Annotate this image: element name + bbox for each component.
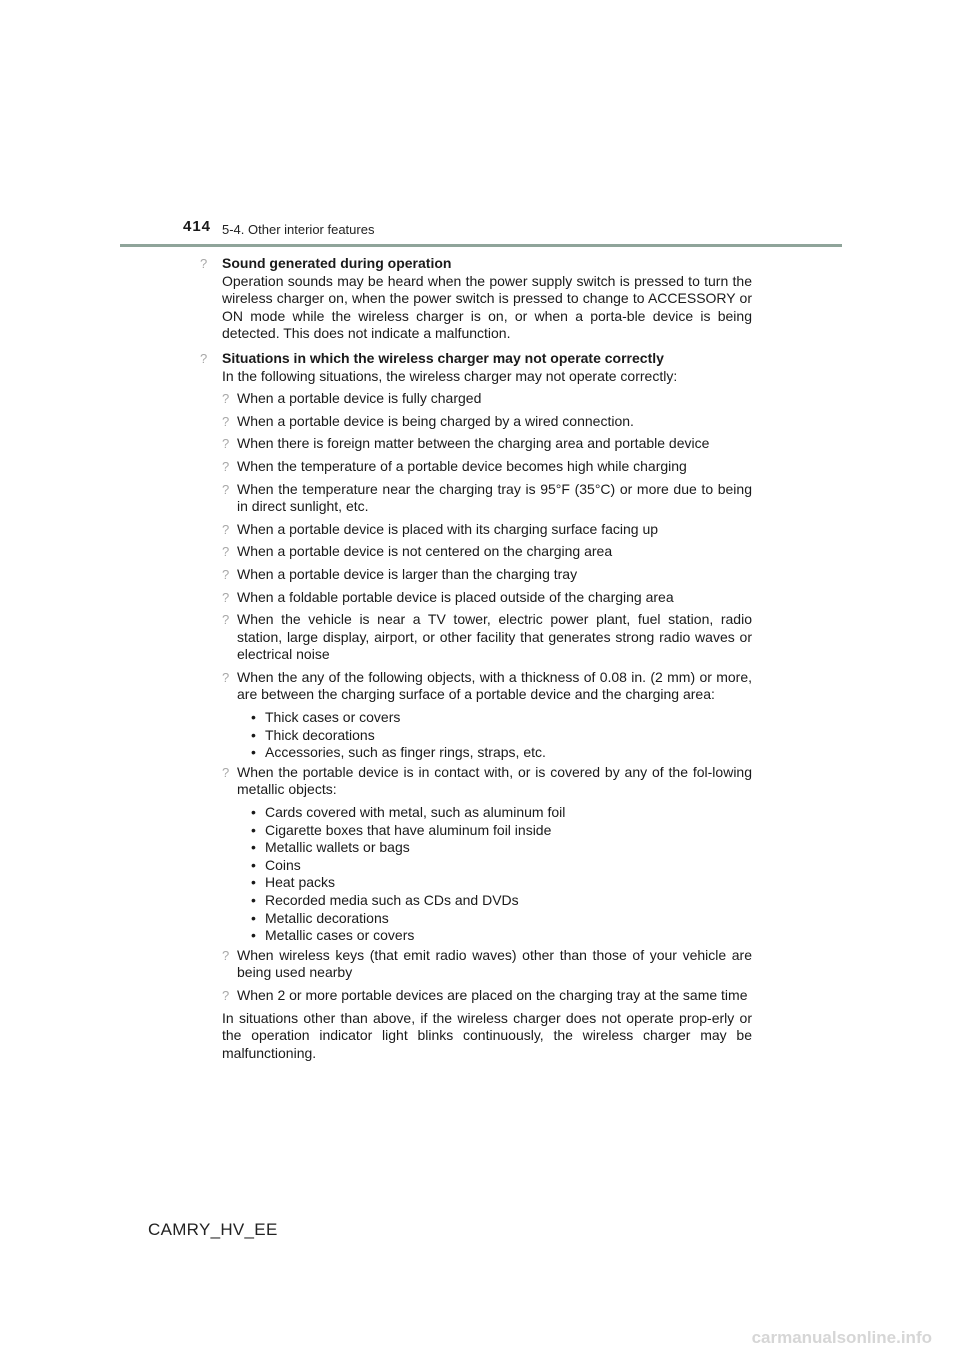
list-item-text: When a portable device is not centered on the charging area bbox=[237, 543, 613, 560]
thickness-bullet-list bbox=[251, 709, 752, 762]
list-item-text: When a portable device is fully charged bbox=[237, 390, 482, 407]
list-item bbox=[222, 458, 752, 476]
bullet-text: Coins bbox=[265, 856, 301, 873]
question-mark-icon: ? bbox=[200, 350, 208, 366]
list-item bbox=[222, 413, 752, 431]
header-divider bbox=[120, 244, 842, 247]
list-item bbox=[222, 764, 752, 799]
bullet-icon: • bbox=[251, 874, 256, 891]
list-item-text: When wireless keys (that emit radio waves) other than those of your vehicle are being used nearby bbox=[237, 946, 752, 981]
list-item bbox=[222, 987, 752, 1005]
question-mark-icon: ? bbox=[222, 987, 230, 1003]
question-mark-icon: ? bbox=[222, 566, 230, 582]
question-mark-icon: ? bbox=[222, 764, 230, 780]
list-item bbox=[222, 521, 752, 539]
list-item-text: When the portable device is in contact with, or is covered by any of the fol-lowing metallic objects: bbox=[237, 763, 752, 798]
bullet-icon: • bbox=[251, 927, 256, 944]
list-item-text: When 2 or more portable devices are placed on the charging tray at the same time bbox=[237, 986, 748, 1003]
bullet-item bbox=[251, 927, 752, 945]
question-mark-icon: ? bbox=[222, 436, 230, 452]
bullet-text: Thick decorations bbox=[265, 726, 375, 743]
metallic-bullet-list bbox=[251, 804, 752, 945]
bullet-icon: • bbox=[251, 804, 256, 821]
question-mark-icon: ? bbox=[222, 589, 230, 605]
list-item-text: When the temperature near the charging tray is 95°F (35°C) or more due to being in direct sunlight, etc. bbox=[237, 480, 752, 515]
sound-section bbox=[200, 255, 752, 343]
list-item-text: When the temperature of a portable device becomes high while charging bbox=[237, 457, 687, 474]
paragraph: In the following situations, the wireless charger may not operate correctly: bbox=[222, 367, 678, 384]
list-item-text: When there is foreign matter between the charging area and portable device bbox=[237, 435, 710, 452]
question-mark-icon: ? bbox=[222, 612, 230, 628]
bullet-text: Thick cases or covers bbox=[265, 709, 401, 726]
model-code: CAMRY_HV_EE bbox=[148, 1220, 278, 1239]
list-item-text: When the vehicle is near a TV tower, electric power plant, fuel station, radio station, large display, airport, or other facility that generates strong radio waves or electrical noise bbox=[237, 611, 752, 663]
question-mark-icon: ? bbox=[222, 391, 230, 407]
situations-section bbox=[200, 350, 752, 1062]
list-item bbox=[222, 543, 752, 561]
question-mark-icon: ? bbox=[222, 521, 230, 537]
question-mark-icon: ? bbox=[222, 947, 230, 963]
list-item bbox=[222, 589, 752, 607]
section-heading bbox=[200, 350, 752, 368]
bullet-icon: • bbox=[251, 856, 256, 873]
bullet-text: Heat packs bbox=[265, 874, 336, 891]
bullet-item bbox=[251, 709, 752, 727]
bullet-item bbox=[251, 822, 752, 840]
bullet-icon: • bbox=[251, 726, 256, 743]
bullet-item bbox=[251, 910, 752, 928]
bullet-item bbox=[251, 839, 752, 857]
list-item-text: When a portable device is larger than the charging tray bbox=[237, 565, 578, 582]
list-item bbox=[222, 947, 752, 982]
bullet-icon: • bbox=[251, 709, 256, 726]
section-title: 5-4. Other interior features bbox=[222, 222, 375, 237]
bullet-item bbox=[251, 804, 752, 822]
section-heading bbox=[200, 255, 752, 273]
list-item-text: When a foldable portable device is placed outside of the charging area bbox=[237, 588, 674, 605]
closing-paragraph: In situations other than above, if the wireless charger does not operate prop-erly or the operation indicator light blinks continuously, the wireless charger may be malfunctioning. bbox=[222, 1009, 752, 1061]
bullet-text: Metallic cases or covers bbox=[265, 927, 415, 944]
question-mark-icon: ? bbox=[222, 458, 230, 474]
list-item bbox=[222, 669, 752, 704]
bullet-text: Metallic wallets or bags bbox=[265, 839, 410, 856]
bullet-icon: • bbox=[251, 744, 256, 761]
bullet-icon: • bbox=[251, 821, 256, 838]
bullet-text: Metallic decorations bbox=[265, 909, 389, 926]
bullet-icon: • bbox=[251, 839, 256, 856]
page-content bbox=[200, 255, 752, 1069]
question-mark-icon: ? bbox=[222, 481, 230, 497]
list-item bbox=[222, 481, 752, 516]
heading-text: Sound generated during operation bbox=[222, 255, 452, 271]
heading-text: Situations in which the wireless charger may not operate correctly bbox=[222, 349, 664, 366]
bullet-item bbox=[251, 892, 752, 910]
page-number: 414 bbox=[183, 218, 212, 235]
paragraph: Operation sounds may be heard when the power supply switch is pressed to turn the wireless charger on, when the power switch is pressed to change to ACCESSORY or ON mode while the wireless charger is on, or when a porta-ble device is being detected. This does not indicate a malfunction. bbox=[222, 272, 752, 342]
bullet-text: Cards covered with metal, such as aluminum foil bbox=[265, 804, 566, 821]
bullet-icon: • bbox=[251, 909, 256, 926]
question-mark-icon: ? bbox=[222, 413, 230, 429]
list-item bbox=[222, 611, 752, 664]
question-mark-icon: ? bbox=[222, 544, 230, 560]
list-item-text: When the any of the following objects, with a thickness of 0.08 in. (2 mm) or more, are between the charging surface of a portable device and the charging area: bbox=[237, 668, 752, 703]
watermark: carmanualsonline.info bbox=[751, 1328, 932, 1347]
list-item bbox=[222, 390, 752, 408]
bullet-item bbox=[251, 727, 752, 745]
list-item-text: When a portable device is being charged by a wired connection. bbox=[237, 412, 634, 429]
bullet-item bbox=[251, 857, 752, 875]
list-item-text: When a portable device is placed with its charging surface facing up bbox=[237, 520, 659, 537]
question-mark-icon: ? bbox=[222, 669, 230, 685]
bullet-text: Recorded media such as CDs and DVDs bbox=[265, 892, 519, 908]
bullet-icon: • bbox=[251, 892, 256, 908]
list-item bbox=[222, 566, 752, 584]
bullet-item bbox=[251, 744, 752, 762]
bullet-text: Cigarette boxes that have aluminum foil inside bbox=[265, 821, 552, 838]
list-item bbox=[222, 435, 752, 453]
bullet-item bbox=[251, 874, 752, 892]
bullet-text: Accessories, such as finger rings, straps, etc. bbox=[265, 744, 546, 761]
question-mark-icon: ? bbox=[200, 256, 208, 271]
